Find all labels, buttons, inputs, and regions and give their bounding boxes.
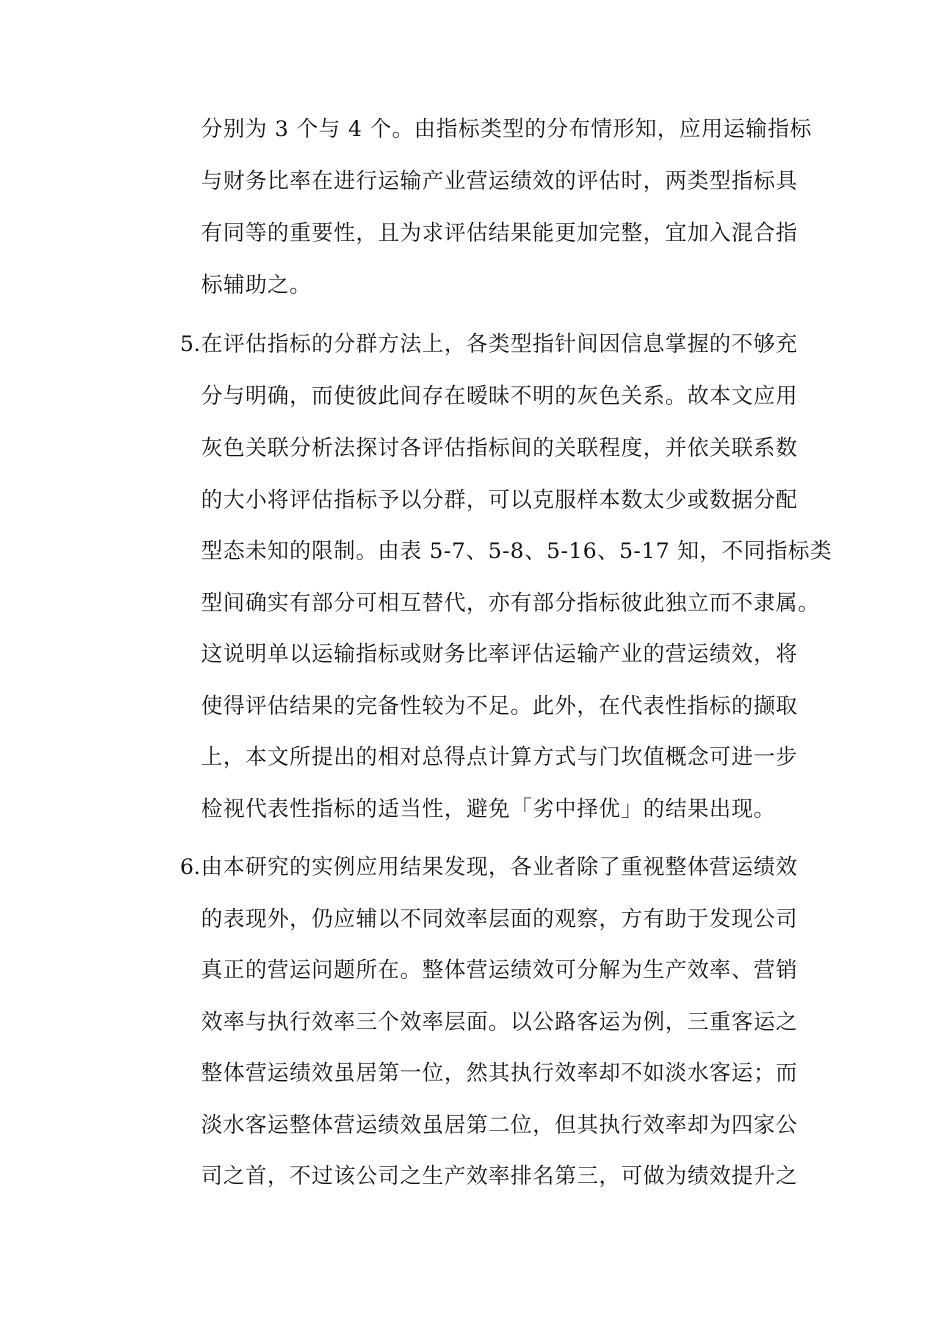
list-item-line: 效率与执行效率三个效率层面。以公路客运为例，三重客运之 [201,1010,798,1035]
list-item-line: 检视代表性指标的适当性，避免「劣中择优」的结果出现。 [201,797,776,822]
list-item-line: 型态未知的限制。由表 5-7、5-8、5-16、5-17 知，不同指标类 [201,539,833,564]
list-item-line: 分与明确，而使彼此间存在暧昧不明的灰色关系。故本文应用 [201,384,798,409]
list-item-line: 型间确实有部分可相互替代，亦有部分指标彼此独立而不隶属。 [201,591,820,616]
list-item-number: 5. [180,332,201,357]
list-item-line: 上，本文所提出的相对总得点计算方式与门坎值概念可进一步 [201,745,798,770]
list-item-line: 司之首，不过该公司之生产效率排名第三，可做为绩效提升之 [201,1164,798,1189]
list-item-line: 整体营运绩效虽居第一位，然其执行效率却不如淡水客运；而 [201,1061,798,1086]
list-item-line: 在评估指标的分群方法上，各类型指针间因信息掌握的不够充 [201,332,798,357]
paragraph-line: 有同等的重要性，且为求评估结果能更加完整，宜加入混合指 [201,221,798,246]
list-item-line: 这说明单以运输指标或财务比率评估运输产业的营运绩效，将 [201,642,798,667]
list-item-line: 使得评估结果的完备性较为不足。此外，在代表性指标的撷取 [201,694,798,719]
paragraph-line: 标辅助之。 [201,273,312,298]
list-item-line: 由本研究的实例应用结果发现，各业者除了重视整体营运绩效 [201,855,798,880]
list-item-line: 灰色关联分析法探讨各评估指标间的关联程度，并依关联系数 [201,436,798,461]
list-item-line: 真正的营运问题所在。整体营运绩效可分解为生产效率、营销 [201,958,798,983]
list-item-number: 6. [180,855,201,880]
list-item-line: 淡水客运整体营运绩效虽居第二位，但其执行效率却为四家公 [201,1113,798,1138]
paragraph-line: 与财务比率在进行运输产业营运绩效的评估时，两类型指标具 [201,169,798,194]
list-item-line: 的表现外，仍应辅以不同效率层面的观察，方有助于发现公司 [201,907,798,932]
list-item-line: 的大小将评估指标予以分群，可以克服样本数太少或数据分配 [201,488,798,513]
paragraph-line: 分别为 3 个与 4 个。由指标类型的分布情形知，应用运输指标 [201,117,812,142]
